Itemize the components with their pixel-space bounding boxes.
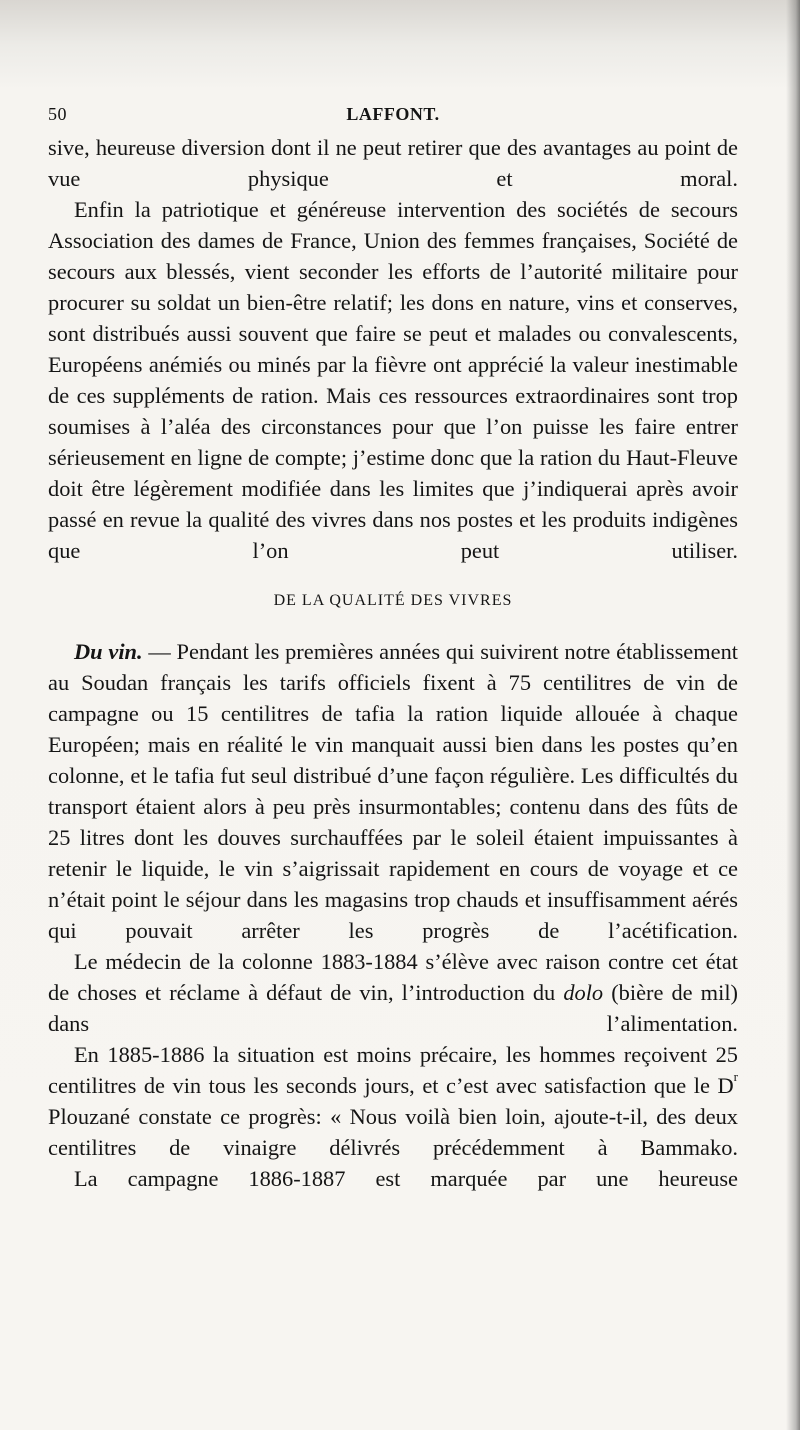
paragraph-4-text-b: (bière de mil) dans l’alimentation. [48,980,738,1036]
paragraph-4 [48,946,738,1039]
paragraph-6: La campagne 1886-1887 est marquée par une heureuse [74,1166,738,1191]
paragraph-2: Enfin la patriotique et généreuse intervention des sociétés de secours Association des dames de France, Union des femmes françaises, Société de secours aux blessés, vient seconder les efforts de l’autorité militaire pour procurer su soldat un bien-être relatif; les dons en nature, vins et conserves, sont distribués aussi souvent que faire se peut et malades ou convalescents, Européens anémiés ou minés par la fièvre ont apprécié la valeur inestimable de ces suppléments de ration. Mais ces ressources extraordinaires sont trop soumises à l’aléa des circonstances pour que l’on puisse les faire entrer sérieusement en ligne de compte; j’estime donc que la ration du Haut-Fleuve doit être légèrement modifiée dans les limites que j’indiquerai après avoir passé en revue la qualité des vivres dans nos postes et les produits indigènes que l’on peut utiliser. [48,197,738,563]
running-title: LAFFONT. [346,104,440,124]
paragraph-3-text: — Pendant les premières années qui suivirent notre établissement au Soudan français les tarifs officiels fixent à 75 centilitres de vin de campagne ou 15 centilitres de tafia la ration liquide allouée à chaque Européen; mais en réalité le vin manquait aussi bien dans les postes qu’en colonne, et le tafia fut seul distribué d’une façon régulière. Les difficultés du transport étaient alors à peu près insurmontables; contenu dans des fûts de 25 litres dont les douves surchauffées par le soleil étaient impuissantes à retenir le liquide, le vin s’aigrissait rapidement en cours de voyage et ce n’était point le séjour dans les magasins trop chauds et insuffisamment aérés qui pouvait arrêter les progrès de l’acétification. [48,639,738,943]
paragraph-4-dolo: dolo [563,980,604,1005]
page-header [48,104,738,128]
page-number: 50 [48,104,67,124]
page-edge-shadow [786,0,800,1430]
body-text [48,132,738,1194]
paragraph-3 [48,636,738,946]
paragraph-5 [48,1039,738,1163]
paragraph-5-superscript: r [733,1069,738,1084]
paragraph-5-text-b: Plouzané constate ce progrès: « Nous voilà bien loin, ajoute-t-il, des deux centilitres de vinaigre délivrés précédemment à Bammako. [48,1104,738,1160]
paragraph-5-text-a: En 1885-1886 la situation est moins précaire, les hommes reçoivent 25 centilitres de vin tous les seconds jours, et c’est avec satisfaction que le D [48,1042,738,1098]
paragraph-4-text-a: Le médecin de la colonne 1883-1884 s’élève avec raison contre cet état de choses et réclame à défaut de vin, l’introduction du [48,949,738,1005]
section-title: DE LA QUALITÉ DES VIVRES [273,592,513,609]
paragraph-3-lead: Du vin. [74,639,143,664]
paragraph-1: sive, heureuse diversion dont il ne peut retirer que des avantages au point de vue physique et moral. [48,135,738,191]
